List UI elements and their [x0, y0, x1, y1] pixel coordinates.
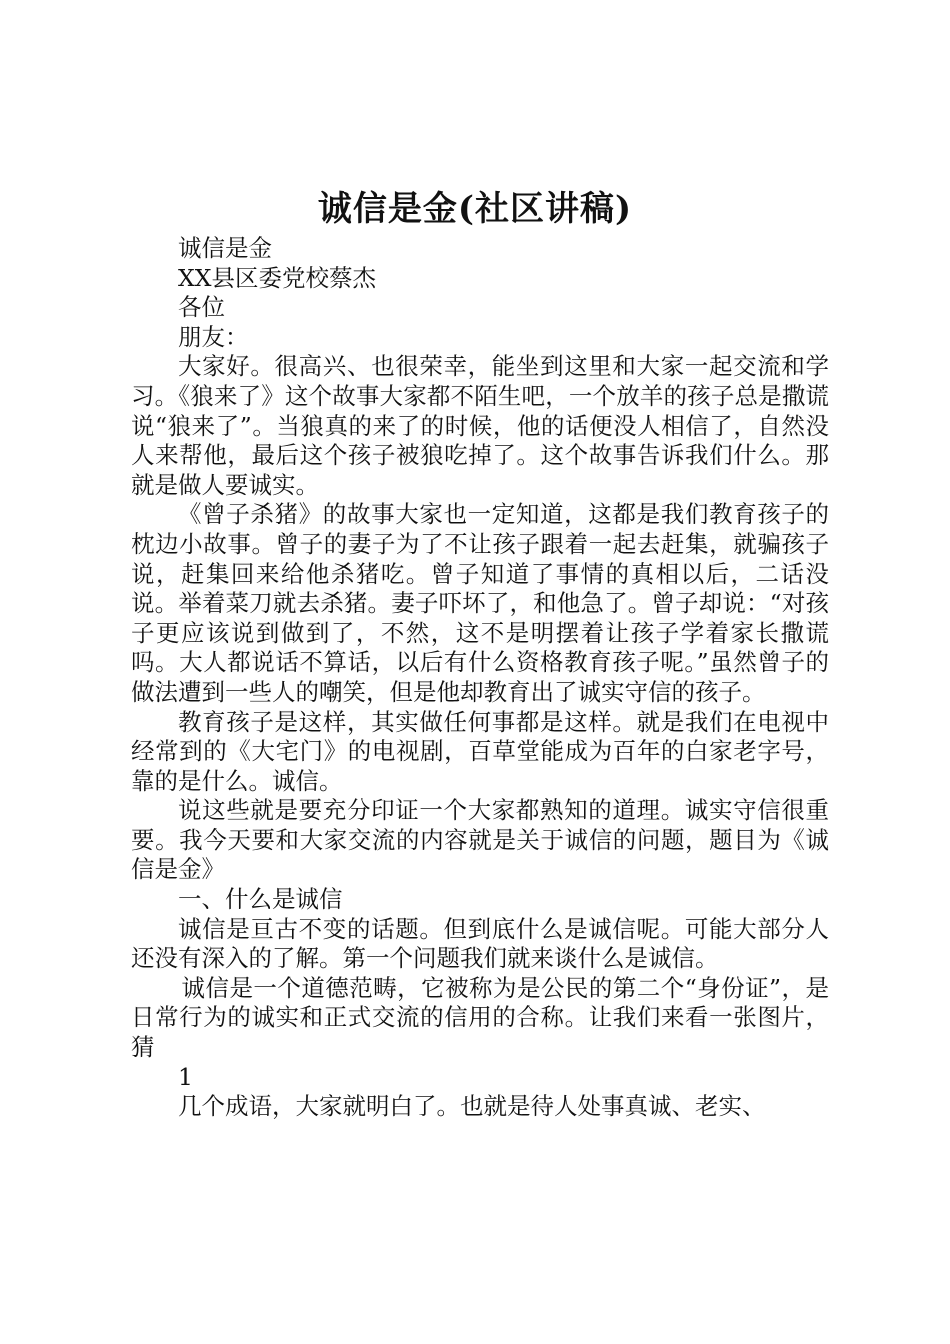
section-heading: 一、什么是诚信 [178, 885, 343, 914]
paragraph-dazhaimen: 教育孩子是这样，其实做任何事都是这样。就是我们在电视中经常到的《大宅门》的电视剧，百草堂能成为百年的白家老字号，靠的是什么。诚信。 [131, 707, 829, 795]
document-title: 诚信是金(社区讲稿) [317, 189, 633, 229]
greeting-line-1: 各位 [178, 293, 225, 322]
paragraph-definition: 诚信是一个道德范畴，它被称为是公民的第二个“身份证”，是日常行为的诚实和正式交流的信用的合称。让我们来看一张图片，猜 [131, 973, 829, 1062]
speech-heading: 诚信是金 [178, 234, 272, 262]
paragraph-what-is-integrity: 诚信是亘古不变的话题。但到底什么是诚信呢。可能大部分人还没有深入的了解。第一个问题我们就来谈什么是诚信。 [131, 914, 829, 973]
paragraph-wolf-story: 大家好。很高兴、也很荣幸，能坐到这里和大家一起交流和学习。《狼来了》这个故事大家都不陌生吧，一个放羊的孩子总是撒谎说“狼来了”。当狼真的来了的时候，他的话便没人相信了，自然没人来帮他，最后这个孩子被狼吃掉了。这个故事告诉我们什么。那就是做人要诚实。 [131, 352, 829, 499]
paragraph-idioms: 几个成语，大家就明白了。也就是待人处事真诚、老实、 [178, 1092, 766, 1121]
document-body [131, 234, 829, 1122]
paragraph-topic: 说这些就是要充分印证一个大家都熟知的道理。诚实守信很重要。我今天要和大家交流的内容就是关于诚信的问题，题目为《诚信是金》 [131, 796, 829, 884]
page-number: 1 [178, 1062, 193, 1091]
paragraph-zengzi-story: 《曾子杀猪》的故事大家也一定知道，这都是我们教育孩子的枕边小故事。曾子的妻子为了不让孩子跟着一起去赶集，就骗孩子说，赶集回来给他杀猪吃。曾子知道了事情的真相以后，二话没说。举着菜刀就去杀猪。妻子吓坏了，和他急了。曾子却说：“对孩子更应该说到做到了，不然，这不是明摆着让孩子学着家长撒谎吗。大人都说话不算话，以后有什么资格教育孩子呢。”虽然曾子的做法遭到一些人的嘲笑，但是他却教育出了诚实守信的孩子。 [131, 500, 829, 706]
speaker-line: XX县区委党校蔡杰 [178, 263, 376, 292]
greeting-line-2: 朋友： [178, 322, 249, 351]
